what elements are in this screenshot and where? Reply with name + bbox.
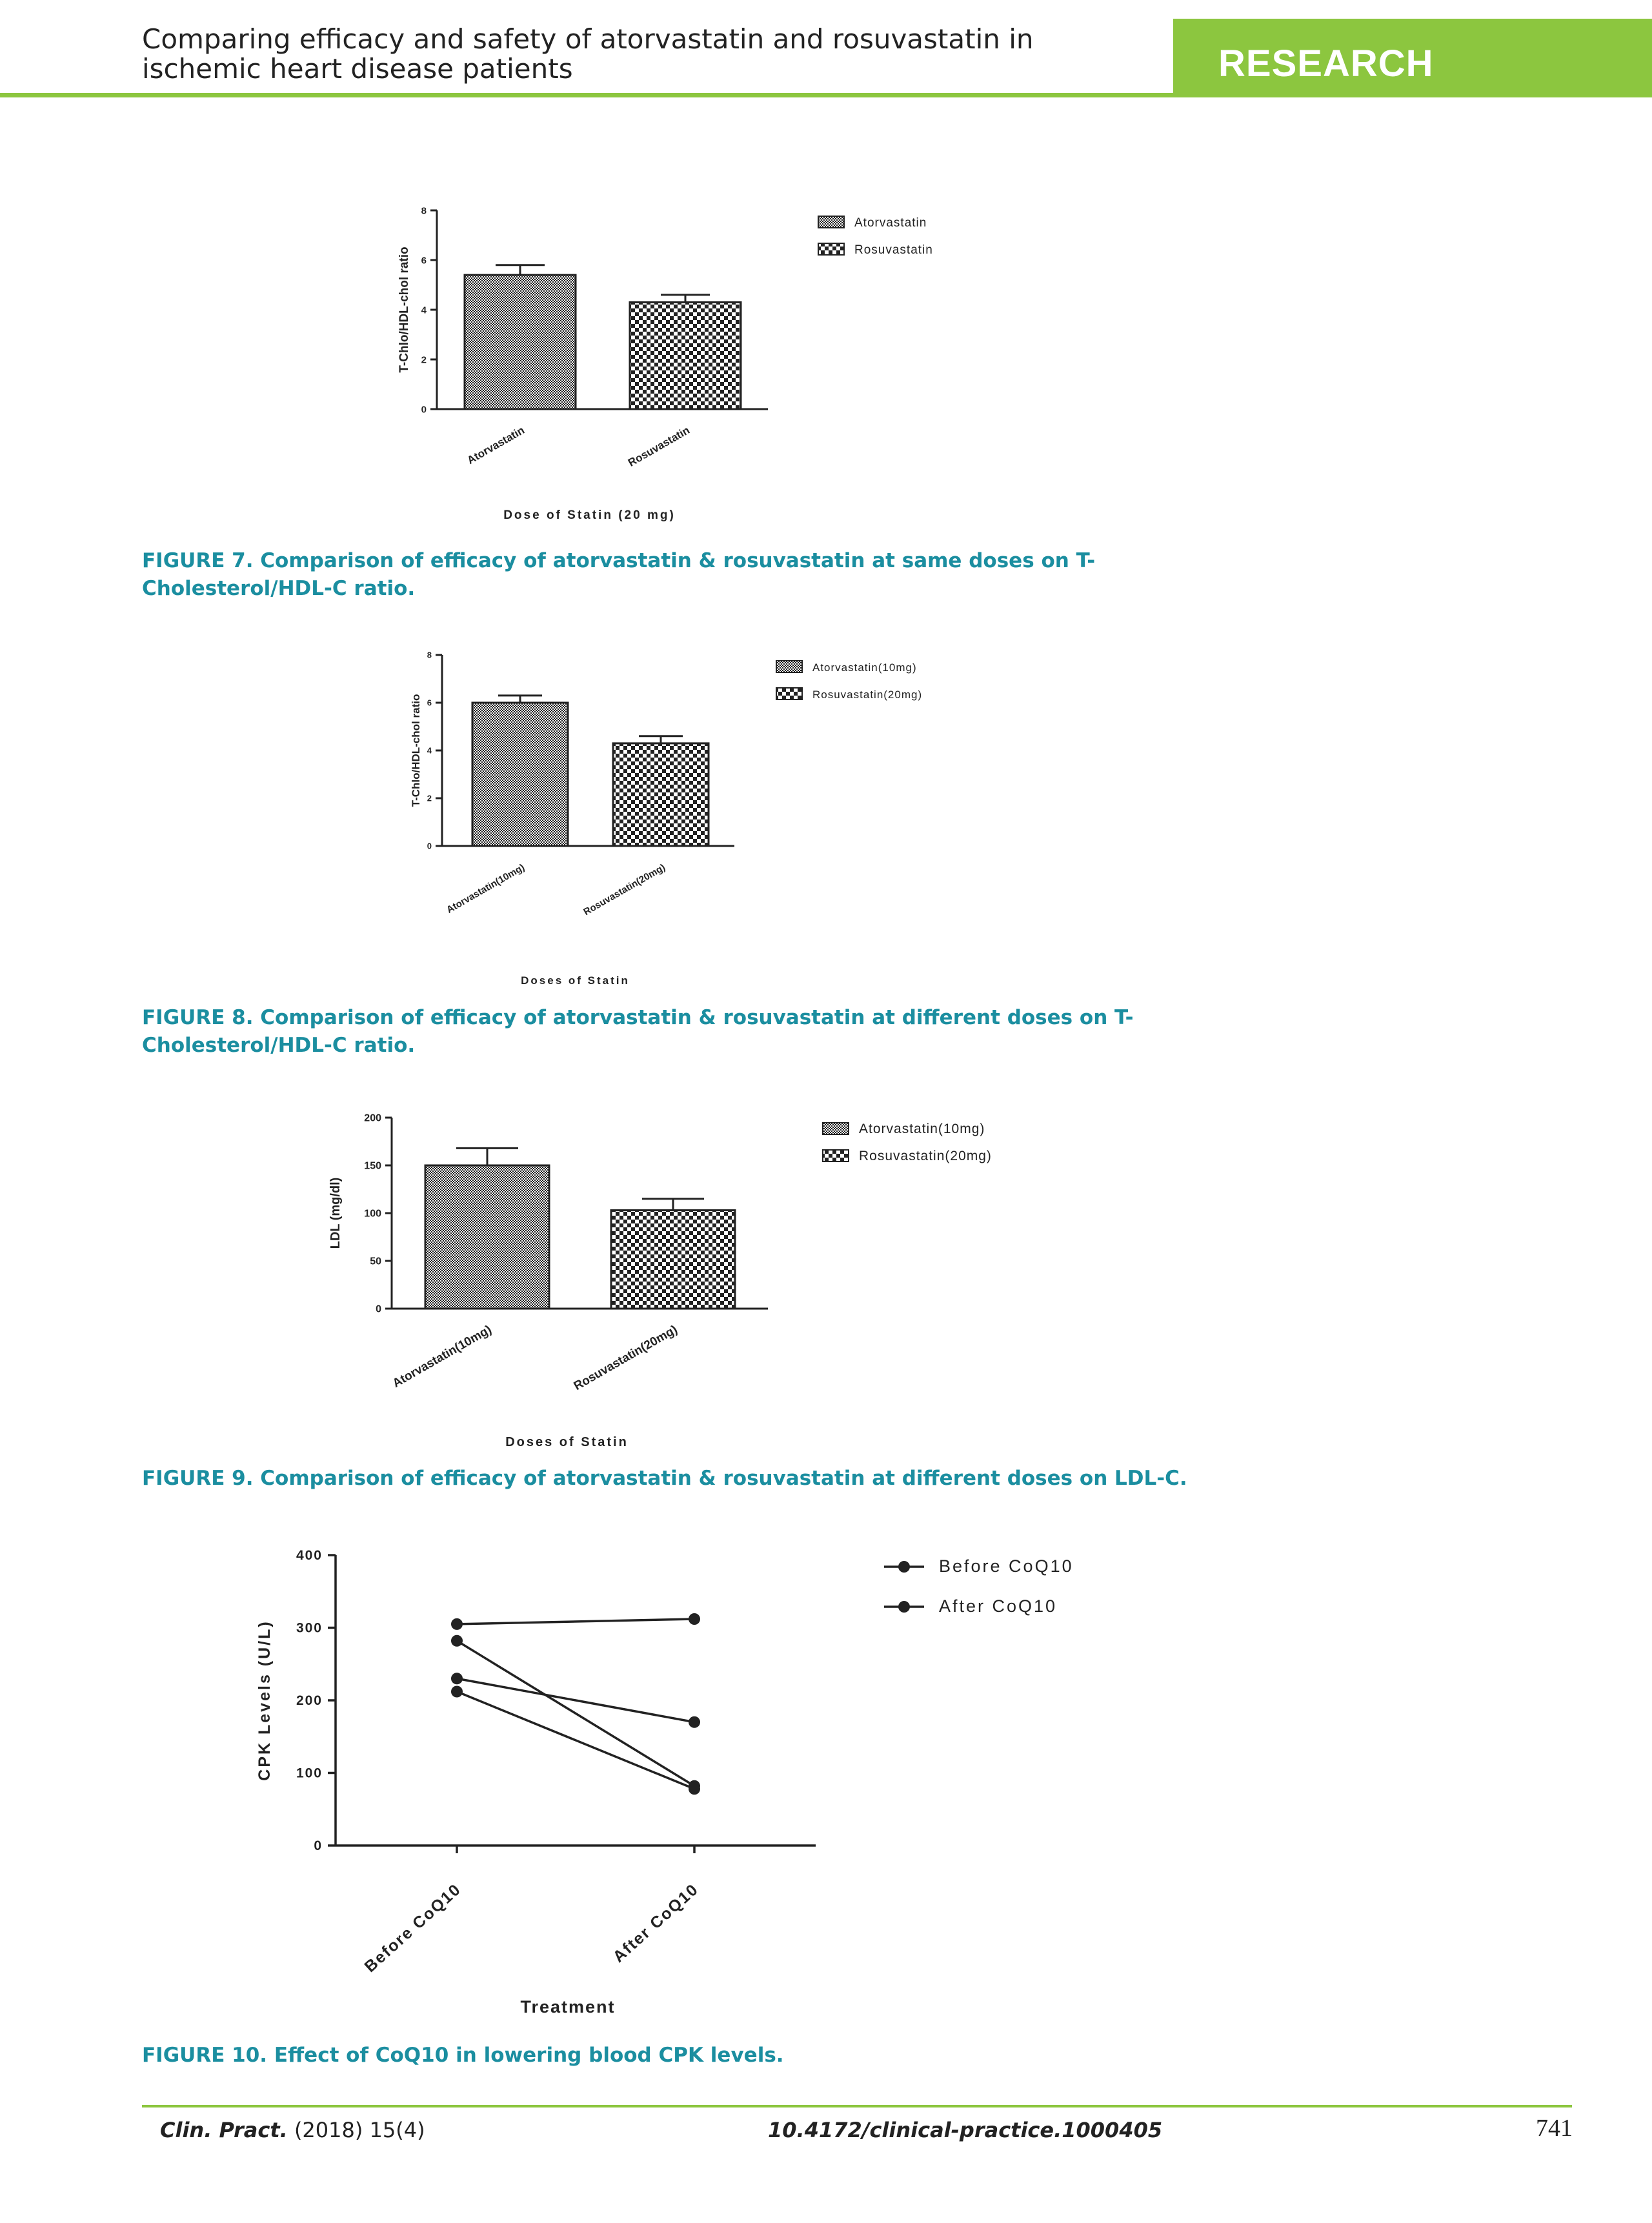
x-axis-title: Doses of Statin [521, 974, 630, 987]
y-tick-label: 0 [314, 1838, 323, 1853]
y-axis-title: CPK Levels (U/L) [256, 1620, 274, 1781]
data-point [689, 1613, 700, 1625]
x-tick-label: Atorvastatin(10mg) [390, 1323, 494, 1391]
figure-9-caption: FIGURE 9. Comparison of efficacy of atorvastatin & rosuvastatin at different doses on LDL-C. [142, 1467, 1187, 1490]
legend-label: Rosuvastatin(20mg) [812, 689, 923, 701]
y-tick-label: 50 [370, 1256, 381, 1267]
legend-label: Atorvastatin(10mg) [812, 661, 917, 674]
bar [613, 743, 709, 846]
legend-label: Rosuvastatin(20mg) [859, 1149, 992, 1163]
figure-10-chart [0, 1529, 1652, 2033]
section-label: RESEARCH [1218, 43, 1434, 85]
data-point [451, 1618, 463, 1630]
bar [630, 302, 741, 409]
x-axis-title: Doses of Statin [505, 1435, 629, 1449]
header-rule [0, 93, 1174, 97]
y-tick-label: 0 [427, 841, 432, 851]
running-header-title: Comparing efficacy and safety of atorvastatin and rosuvastatin in ischemic heart disease patients [142, 23, 1034, 85]
y-tick-label: 6 [421, 255, 427, 267]
legend-marker [898, 1561, 910, 1573]
legend-label: Rosuvastatin [854, 243, 933, 257]
legend-label: Before CoQ10 [939, 1556, 1074, 1576]
y-tick-label: 2 [421, 354, 427, 366]
y-tick-label: 8 [427, 650, 432, 660]
series-line [457, 1678, 694, 1722]
legend-label: Atorvastatin(10mg) [859, 1122, 985, 1136]
data-point [451, 1673, 463, 1684]
y-axis-title: T-Chlo/HDL-chol ratio [410, 694, 422, 807]
data-point [689, 1783, 700, 1795]
footer-issue: (2018) 15(4) [294, 2118, 425, 2142]
figure-10-caption: FIGURE 10. Effect of CoQ10 in lowering blood CPK levels. [142, 2044, 784, 2067]
y-tick-label: 200 [364, 1112, 381, 1124]
figure-8-caption: FIGURE 8. Comparison of efficacy of atorvastatin & rosuvastatin at different doses on T-Cholesterol/HDL-C ratio. [142, 1006, 1134, 1057]
bar [611, 1211, 735, 1309]
series-line [457, 1619, 694, 1624]
legend-swatch [776, 661, 802, 672]
footer-citation [160, 2118, 425, 2142]
data-point [689, 1716, 700, 1728]
y-tick-label: 100 [364, 1208, 381, 1220]
y-tick-label: 6 [427, 698, 432, 708]
y-tick-label: 4 [421, 305, 427, 316]
x-tick-label: Rosuvastatin(20mg) [581, 861, 667, 918]
y-tick-label: 0 [376, 1303, 381, 1315]
y-tick-label: 150 [364, 1160, 381, 1172]
data-point [451, 1686, 463, 1698]
legend-swatch [823, 1150, 849, 1162]
legend-swatch [818, 216, 844, 228]
y-axis-title: T-Chlo/HDL-chol ratio [398, 246, 411, 373]
y-tick-label: 100 [296, 1765, 323, 1781]
y-tick-label: 4 [427, 745, 432, 756]
x-tick-label: Rosuvastatin(20mg) [571, 1323, 680, 1394]
section-tab [1173, 19, 1652, 97]
page-number: 741 [1536, 2115, 1573, 2142]
x-tick-label: Rosuvastatin [626, 424, 692, 469]
bar [425, 1165, 549, 1309]
x-tick-label: Before CoQ10 [361, 1880, 465, 1977]
bar [472, 703, 568, 846]
bar [465, 275, 576, 409]
footer-rule [142, 2105, 1572, 2107]
y-tick-label: 400 [296, 1548, 323, 1563]
data-point [451, 1635, 463, 1647]
footer-doi: 10.4172/clinical-practice.1000405 [768, 2118, 1163, 2142]
footer-journal-name: Clin. Pract. [160, 2118, 288, 2142]
series-line [457, 1641, 694, 1786]
figure-7-chart [0, 181, 1652, 542]
y-tick-label: 8 [421, 205, 427, 217]
legend-marker [898, 1601, 910, 1613]
figure-9-chart [0, 1084, 1652, 1465]
series-line [457, 1692, 694, 1789]
legend-swatch [818, 243, 844, 255]
y-tick-label: 0 [421, 404, 427, 416]
legend-swatch [823, 1123, 849, 1134]
x-axis-title: Dose of Statin (20 mg) [503, 508, 676, 522]
y-tick-label: 300 [296, 1620, 323, 1636]
y-tick-label: 2 [427, 793, 432, 803]
legend-label: After CoQ10 [939, 1596, 1058, 1616]
x-tick-label: After CoQ10 [609, 1880, 703, 1966]
legend-label: Atorvastatin [854, 216, 927, 230]
legend-swatch [776, 688, 802, 699]
figure-8-chart [0, 626, 1652, 1000]
x-tick-label: Atorvastatin(10mg) [445, 861, 527, 916]
figure-7-caption: FIGURE 7. Comparison of efficacy of atorvastatin & rosuvastatin at same doses on T-Cholesterol/HDL-C ratio. [142, 549, 1096, 600]
y-tick-label: 200 [296, 1693, 323, 1708]
x-axis-title: Treatment [520, 1997, 616, 2017]
y-axis-title: LDL (mg/dl) [328, 1177, 343, 1249]
x-tick-label: Atorvastatin [465, 424, 527, 467]
